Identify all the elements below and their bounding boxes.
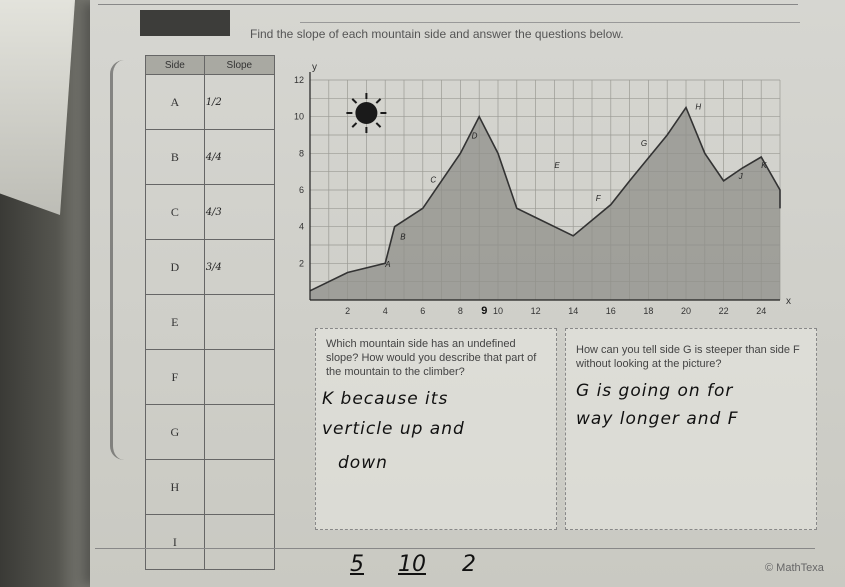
page-number: 10 (398, 552, 426, 577)
column-header-slope: Slope (204, 56, 274, 75)
slope-answer[interactable]: 3/4 (204, 240, 274, 295)
answer-line: down (338, 453, 388, 473)
slope-answer[interactable] (204, 515, 274, 570)
answer-line: G is going on for (576, 381, 734, 401)
y-tick-label: 8 (298, 148, 304, 159)
table-row (146, 240, 275, 295)
sun-icon (355, 102, 377, 124)
watermark: © MathTexa (765, 562, 824, 574)
side-label-b: B (400, 232, 406, 242)
side-label-f: F (595, 194, 601, 203)
question-2-text: How can you tell side G is steeper than side F without looking at the picture? (576, 344, 800, 370)
slope-answer[interactable] (204, 295, 274, 350)
y-tick-label: 4 (298, 221, 304, 232)
x-tick-label: 24 (756, 306, 767, 316)
table-row (146, 515, 275, 570)
x-tick-label: 14 (568, 306, 579, 316)
column-header-side: Side (146, 56, 205, 75)
side-label-k: K (761, 161, 767, 170)
side-label: C (146, 185, 205, 240)
x-axis-label: x (786, 296, 791, 307)
side-label: D (146, 240, 205, 295)
slope-table (145, 55, 275, 570)
answer-line: way longer and F (576, 409, 739, 429)
table-row (146, 295, 275, 350)
table-row (146, 350, 275, 405)
header-bar (140, 10, 230, 36)
divider-line (98, 4, 798, 5)
x-tick-label: 4 (382, 306, 388, 316)
divider-line (95, 548, 815, 549)
side-label-c: C (430, 175, 437, 185)
table-row (146, 405, 275, 460)
table-row (146, 130, 275, 185)
answer-line: K because its (322, 389, 449, 409)
side-label: H (146, 460, 205, 515)
side-label: F (146, 350, 205, 405)
x-tick-label: 16 (605, 306, 616, 316)
side-label-g: G (640, 139, 648, 148)
mountain-fill (310, 108, 780, 301)
divider-line (300, 22, 800, 23)
table-row (146, 75, 275, 130)
table-row (146, 185, 275, 240)
side-label: A (146, 75, 205, 130)
page-number: 2 (462, 552, 476, 577)
page-number: 5 (350, 552, 364, 577)
x-tick-label: 2 (345, 306, 351, 316)
worksheet-title: Find the slope of each mountain side and answer the questions below. (250, 27, 624, 41)
side-label-h: H (695, 102, 702, 112)
side-label: G (146, 405, 205, 460)
side-label-d: D (471, 131, 478, 141)
side-label: B (146, 130, 205, 185)
sun-ray (376, 99, 380, 103)
y-tick-label: 6 (298, 185, 304, 195)
y-tick-label: 2 (298, 258, 304, 269)
question-1-text: Which mountain side has an undefined slope? How would you describe that part of the mountain to the climber? (326, 338, 537, 378)
slope-answer[interactable]: 4/4 (204, 130, 274, 185)
slope-answer[interactable]: 4/3 (204, 185, 274, 240)
sun-ray (376, 123, 380, 127)
question-box-2 (565, 328, 817, 530)
y-axis-label: y (312, 62, 317, 73)
slope-answer[interactable] (204, 460, 274, 515)
handwritten-mark: 9 (481, 305, 488, 317)
slope-answer[interactable] (204, 350, 274, 405)
x-tick-label: 18 (643, 306, 654, 316)
y-tick-label: 12 (293, 75, 304, 85)
side-label: E (146, 295, 205, 350)
x-tick-label: 6 (420, 306, 426, 316)
answer-line: verticle up and (322, 419, 465, 439)
y-tick-label: 10 (293, 111, 304, 122)
side-label-a: A (385, 260, 391, 269)
sun-ray (352, 99, 356, 103)
x-tick-label: 20 (680, 306, 692, 316)
spiral-binding (110, 60, 143, 460)
table-row (146, 460, 275, 515)
side-label: I (146, 515, 205, 570)
side-label-j: J (738, 172, 743, 181)
slope-answer[interactable] (204, 405, 274, 460)
sun-ray (352, 123, 356, 127)
mountain-graph (290, 55, 810, 325)
slope-answer[interactable]: 1/2 (204, 75, 274, 130)
side-label-e: E (554, 161, 560, 170)
question-box-1 (315, 328, 557, 530)
x-tick-label: 12 (530, 306, 541, 316)
x-tick-label: 10 (492, 306, 504, 316)
x-tick-label: 22 (718, 306, 729, 316)
x-tick-label: 8 (457, 306, 463, 316)
